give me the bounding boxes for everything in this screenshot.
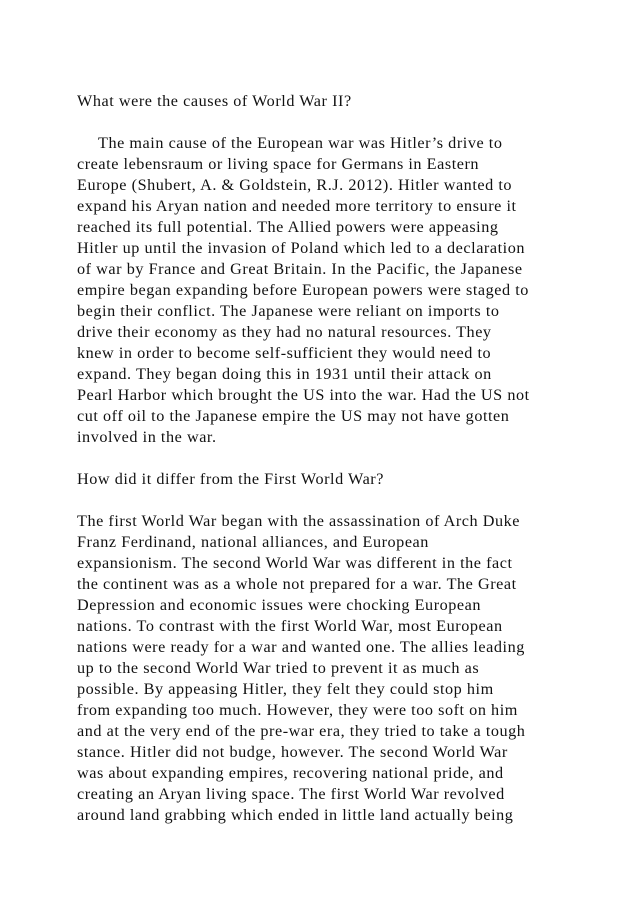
question-heading-difference: How did it differ from the First World War? xyxy=(77,470,384,488)
paragraph-line: drive their economy as they had no natural resources. They xyxy=(77,323,492,341)
paragraph-causes xyxy=(77,133,577,448)
paragraph-line: Pearl Harbor which brought the US into the war. Had the US not xyxy=(77,386,530,404)
paragraph-line: Hitler up until the invasion of Poland which led to a declaration xyxy=(77,239,525,257)
paragraph-line: nations were ready for a war and wanted one. The allies leading xyxy=(77,638,525,656)
paragraph-line: expansionism. The second World War was different in the fact xyxy=(77,554,513,572)
paragraph-line: create lebensraum or living space for Germans in Eastern xyxy=(77,155,480,173)
paragraph-line: expand. They began doing this in 1931 until their attack on xyxy=(77,365,492,383)
paragraph-line: of war by France and Great Britain. In the Pacific, the Japanese xyxy=(77,260,523,278)
paragraph-spacer xyxy=(77,112,577,133)
paragraph-line: Depression and economic issues were chocking European xyxy=(77,596,482,614)
paragraph-line: up to the second World War tried to prevent it as much as xyxy=(77,659,480,677)
paragraph-line: reached its full potential. The Allied powers were appeasing xyxy=(77,218,499,236)
document-body xyxy=(77,91,577,826)
paragraph-line: Franz Ferdinand, national alliances, and European xyxy=(77,533,429,551)
paragraph-line: cut off oil to the Japanese empire the US may not have gotten xyxy=(77,407,510,425)
paragraph-line: possible. By appeasing Hitler, they felt they could stop him xyxy=(77,680,494,698)
paragraph-line: around land grabbing which ended in little land actually being xyxy=(77,806,514,824)
paragraph-line: Europe (Shubert, A. & Goldstein, R.J. 2012). Hitler wanted to xyxy=(77,176,513,194)
paragraph-line: stance. Hitler did not budge, however. The second World War xyxy=(77,743,508,761)
paragraph-line: knew in order to become self-sufficient they would need to xyxy=(77,344,492,362)
paragraph-line: begin their conflict. The Japanese were reliant on imports to xyxy=(77,302,500,320)
paragraph-line: expand his Aryan nation and needed more territory to ensure it xyxy=(77,197,517,215)
paragraph-line: and at the very end of the pre-war era, they tried to take a tough xyxy=(77,722,526,740)
question-heading-causes: What were the causes of World War II? xyxy=(77,92,352,110)
paragraph-line: the continent was as a whole not prepared for a war. The Great xyxy=(77,575,517,593)
paragraph-line: The main cause of the European war was Hitler’s drive to xyxy=(98,134,503,152)
paragraph-spacer xyxy=(77,490,577,511)
paragraph-line: from expanding too much. However, they were too soft on him xyxy=(77,701,518,719)
paragraph-difference xyxy=(77,511,577,826)
paragraph-line: creating an Aryan living space. The first World War revolved xyxy=(77,785,505,803)
paragraph-spacer xyxy=(77,448,577,469)
paragraph-line: nations. To contrast with the first World War, most European xyxy=(77,617,503,635)
paragraph-line: involved in the war. xyxy=(77,428,217,446)
paragraph-line: was about expanding empires, recovering national pride, and xyxy=(77,764,504,782)
paragraph-line: empire began expanding before European powers were staged to xyxy=(77,281,529,299)
paragraph-line: The first World War began with the assassination of Arch Duke xyxy=(77,512,521,530)
